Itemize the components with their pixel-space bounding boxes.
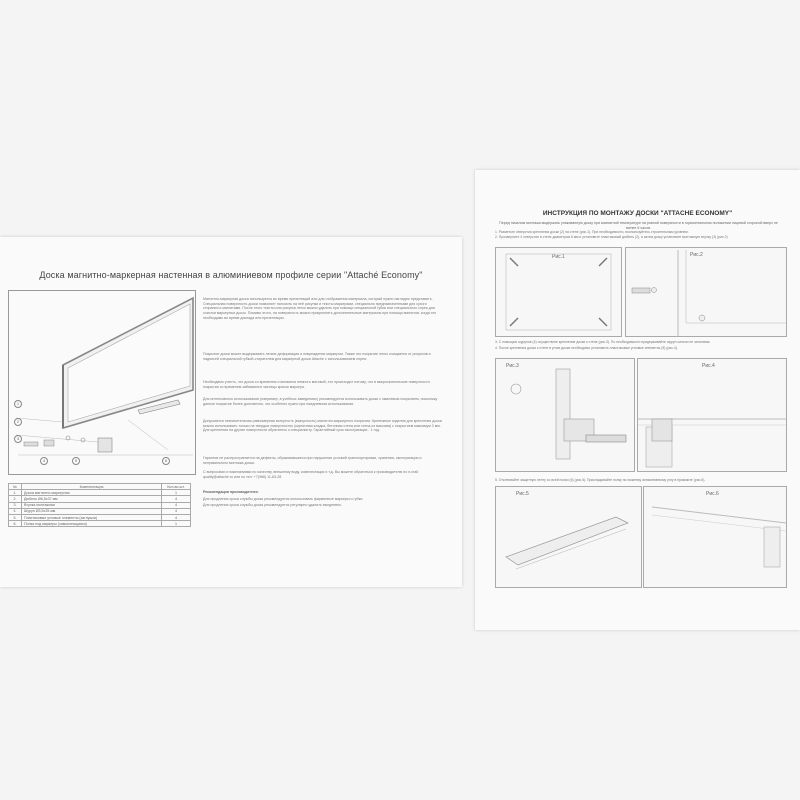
parts-row-qty: 1: [162, 521, 191, 527]
callout-3: 3: [14, 435, 22, 443]
figure-6: [643, 486, 787, 588]
parts-header-qty: Кол-во шт.: [162, 484, 191, 490]
recommendation-1: Для продления срока службы доски рекомендуется использовать фирменные маркеры и губки.: [203, 497, 364, 501]
parts-row-num: 4.: [9, 508, 22, 514]
description-paragraph-2: Покрытие доски может выдерживать легкие деформации и повреждения маркером. Также это покрытие легко очищается от рисунков и надписей специальной губкой-стирателем для маркерной доски Attache с использованием спрея.: [203, 352, 431, 361]
figure-2-label: Рис.2: [690, 252, 703, 258]
callout-6: 6: [162, 457, 170, 465]
parts-row-name: Доска магнитно-маркерная: [22, 490, 162, 496]
figure-1-drawing: [496, 248, 621, 336]
callout-4: 4: [40, 457, 48, 465]
step-4: 4. После крепления доски к стене в углах доски необходимо установить пластиковые угловые элементы (5) (рис.4).: [495, 346, 678, 350]
figure-5: [495, 486, 642, 588]
callout-1: 1: [14, 400, 22, 408]
figure-2: [625, 247, 787, 337]
parts-row-qty: 4: [162, 496, 191, 502]
description-paragraph-4: Для интенсивного использования (например, в учебных заведениях) рекомендуется использовать доски с эмалевым покрытием, поскольку данное покрытие более долговечно, что особенно нужно при ежедневном использовании.: [203, 397, 438, 406]
parts-row-qty: 4: [162, 514, 191, 520]
callout-5: 5: [72, 457, 80, 465]
callout-2: 2: [14, 418, 22, 426]
description-paragraph-6: Гарантия не распространяется на дефекты, образовавшиеся при нарушении условий транспортировки, хранения, эксплуатации и неправильного монтажа доски.: [203, 456, 422, 465]
board-illustration: [8, 290, 194, 473]
figure-3-drawing: [496, 359, 634, 471]
figure-4: [637, 358, 787, 472]
step-5: 5. Отклеивайте защитную ленту со всей полки (6) (рис.5). Прикладывайте полку по нижнему алюминиевому углу в прижмите (рис.6).: [495, 478, 706, 482]
installation-intro: Перед началом монтажа выдержать упакованную доску при комнатной температуре на ровной поверхности в горизонтальном положении лицевой стороной вверх не менее 6 часов.: [499, 221, 778, 230]
parts-row-qty: 4: [162, 508, 191, 514]
recommendations-title: Рекомендации производителя:: [203, 490, 259, 494]
parts-table: [8, 483, 191, 527]
parts-row-qty: 4: [162, 502, 191, 508]
description-paragraph-5: Допускается незначительная равномерная вогнутость (выпуклость) магнитно-маркерного покрытия. Крепежные изделия для крепления доски можно использовать только на твердых поверхностях (кирпичная кладка, бетонная стена или стена из массива) с покрытием максимум 3 мм. Для крепления на другие поверхности обратитесь к специалисту. Гарантийный срок эксплуатации - 1 год.: [203, 419, 442, 433]
figure-3-label: Рис.3: [506, 363, 519, 369]
description-paragraph-7: С вопросами и пожеланиями по качеству, внешнему виду, комплектации и т.д. Вы можете обратиться к производителю по e-mail: quality@attache.ru или по тел: +7(966) 11-63-28: [203, 470, 419, 479]
parts-row-num: 1.: [9, 490, 22, 496]
step-3: 3. С помощью шурупов (4) осуществите крепление доски к стене (рис.3). По необходимости придерживайте шуруп сильно не затягивая.: [495, 340, 711, 344]
parts-header-name: Комплектация: [22, 484, 162, 490]
parts-header-num: №: [9, 484, 22, 490]
recommendation-2: Для продления срока службы доски рекомендуется регулярно удалять ежедневно.: [203, 503, 342, 507]
parts-row-num: 6.: [9, 521, 22, 527]
step-1: 1. Разметьте отверстия крепления доски (2) на стене (рис.1). При необходимости, воспользуйтесь строительным уровнем.: [495, 230, 689, 234]
installation-title: ИНСТРУКЦИЯ ПО МОНТАЖУ ДОСКИ "ATTACHE ECONOMY": [542, 210, 733, 217]
parts-row-name: Полка под маркеры (самоклеящаяся): [22, 521, 162, 527]
figure-5-drawing: [496, 487, 641, 587]
figure-2-drawing: [626, 248, 786, 336]
parts-row-name: Дюбель Ø6,5х37 мм: [22, 496, 162, 502]
parts-row-name: Шуруп Ø3,5х35 мм: [22, 508, 162, 514]
parts-row-num: 2.: [9, 496, 22, 502]
parts-row-qty: 1: [162, 490, 191, 496]
figure-6-drawing: [644, 487, 786, 587]
description-paragraph-1: Магнитно-маркерная доска используется во время презентаций или для отображения материала, который нужно наглядно представить. Специальная поверхность доски позволяет наносить на неё рисунки и тексты маркерами, специально предназначенными для сухого стирания и магнитами. После этого тексты или рисунки легко можно удалить при помощи специальной губки или специального спрея для очистки маркерных досок. Помимо этого, на поверхность можно прикреплять дополнительные материалы при помощи магнитов, когда это необходимо во время доклада или презентации.: [203, 297, 437, 320]
parts-row-name: Пластиковые угловые элементы (заглушки): [22, 514, 162, 520]
parts-row-num: 5.: [9, 514, 22, 520]
figure-4-label: Рис.4: [702, 363, 715, 369]
figure-1-label: Рис.1: [552, 254, 565, 260]
step-2: 2. Просверлите 4 отверстия в стене диаметром 6 мм и установите пластиковый дюбель (2), а затем доску установите монтажную втулку (3) (рис.2): [495, 235, 728, 239]
figure-6-label: Рис.6: [706, 491, 719, 497]
figure-3: [495, 358, 635, 472]
product-title: Доска магнитно-маркерная настенная в алюминиевом профиле серии "Attaché Economy": [39, 270, 423, 280]
description-paragraph-3: Необходимо учесть, что доска со временем становится немного матовой, это происходит потому, что в микроскопические поверхности покрытия со временем забиваются частицы краски маркера.: [203, 380, 430, 389]
table-row: [9, 521, 191, 527]
parts-row-name: Втулка монтажная: [22, 502, 162, 508]
product-info-sheet: [0, 237, 462, 587]
figure-1: [495, 247, 622, 337]
parts-row-num: 3.: [9, 502, 22, 508]
figure-4-drawing: [638, 359, 786, 471]
figure-5-label: Рис.5: [516, 491, 529, 497]
installation-sheet: [475, 170, 800, 630]
